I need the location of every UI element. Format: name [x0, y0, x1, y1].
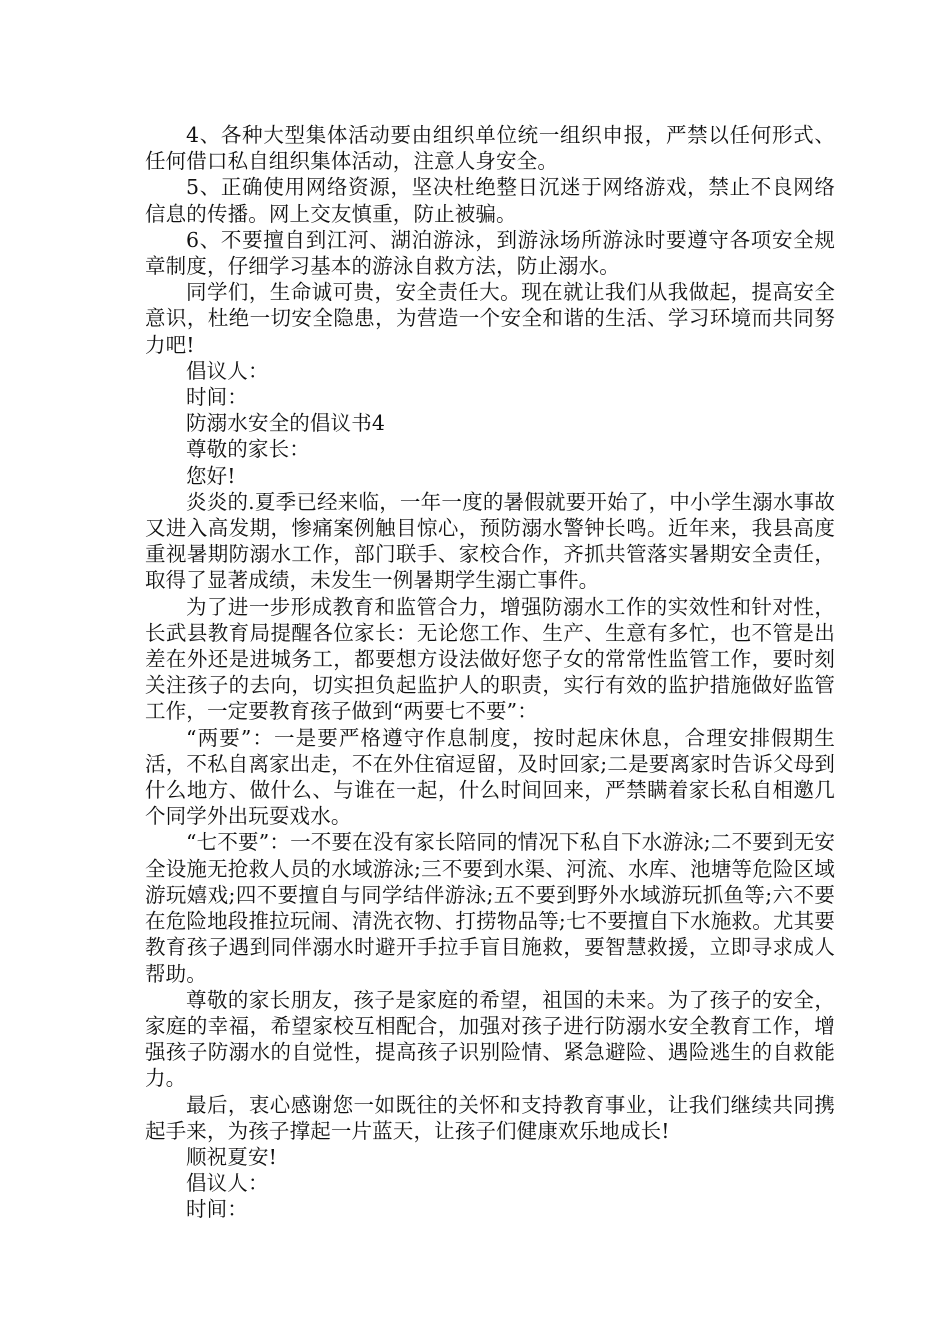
reminder-paragraph: 为了进一步形成教育和监管合力，增强防溺水工作的实效性和针对性，长武县教育局提醒各位家长：无论您工作、生产、生意有多忙，也不管是出差在外还是进城务工，都要想方设法做好您子女的常常性监管工作，要时刻关注孩子的去向，切实担负起监护人的职责，实行有效的监护措施做好监管工作，一定要教育孩子做到“两要七不要”： [145, 594, 835, 724]
parents-paragraph: 尊敬的家长朋友，孩子是家庭的希望，祖国的未来。为了孩子的安全，家庭的幸福，希望家校互相配合，加强对孩子进行防溺水安全教育工作，增强孩子防溺水的自觉性，提高孩子识别险情、紧急避险、遇险逃生的自救能力。 [145, 987, 835, 1091]
date-label: 时间： [186, 385, 248, 410]
paragraph-item-4: 4、各种大型集体活动要由组织单位统一组织申报，严禁以任何形式、任何借口私自组织集体活动，注意人身安全。 [145, 123, 835, 174]
seven-donts-paragraph: “七不要”：一不要在没有家长陪同的情况下私自下水游泳;二不要到无安全设施无抢救人员的水域游泳;三不要到水渠、河流、水库、池塘等危险区域游玩嬉戏;四不要擅自与同学结伴游泳;五不要到野外水域游玩抓鱼等;六不要在危险地段推拉玩闹、清洗衣物、打捞物品等;七不要擅自下水施救。尤其要教育孩子遇到同伴溺水时避开手拉手盲目施救，要智慧救援，立即寻求成人帮助。 [145, 830, 835, 986]
paragraph-item-6: 6、不要擅自到江河、湖泊游泳，到游泳场所游泳时要遵守各项安全规章制度，仔细学习基本的游泳自救方法，防止溺水。 [145, 227, 835, 279]
document-body [145, 122, 835, 1223]
closing-appeal-paragraph: 同学们，生命诚可贵，安全责任大。现在就让我们从我做起，提高安全意识，杜绝一切安全隐患，为营造一个安全和谐的生活、学习环境而共同努力吧! [145, 280, 835, 357]
salutation: 尊敬的家长： [186, 437, 310, 462]
initiator-label: 倡议人： [186, 358, 269, 383]
thanks-paragraph: 最后，衷心感谢您一如既往的关怀和支持教育事业，让我们继续共同携起手来，为孩子撑起一片蓝天，让孩子们健康欢乐地成长! [145, 1092, 835, 1143]
summer-wishes: 顺祝夏安! [186, 1144, 277, 1169]
date-label-2: 时间： [186, 1197, 248, 1222]
two-musts-paragraph: “两要”：一是要严格遵守作息制度，按时起床休息，合理安排假期生活，不私自离家出走，不在外住宿逗留，及时回家;二是要离家时告诉父母到什么地方、做什么、与谁在一起，什么时间回来，严禁瞒着家长私自相邀几个同学外出玩耍戏水。 [145, 725, 835, 829]
intro-paragraph: 炎炎的.夏季已经来临，一年一度的暑假就要开始了，中小学生溺水事故又进入高发期，惨痛案例触目惊心，预防溺水警钟长鸣。近年来，我县高度重视暑期防溺水工作，部门联手、家校合作，齐抓共管落实暑期安全责任，取得了显著成绩，未发生一例暑期学生溺亡事件。 [145, 489, 835, 593]
paragraph-item-5: 5、正确使用网络资源，坚决杜绝整日沉迷于网络游戏，禁止不良网络信息的传播。网上交友慎重，防止被骗。 [145, 175, 835, 226]
greeting: 您好! [186, 463, 236, 488]
section-title: 防溺水安全的倡议书4 [186, 411, 386, 436]
initiator-label-2: 倡议人： [186, 1171, 269, 1196]
